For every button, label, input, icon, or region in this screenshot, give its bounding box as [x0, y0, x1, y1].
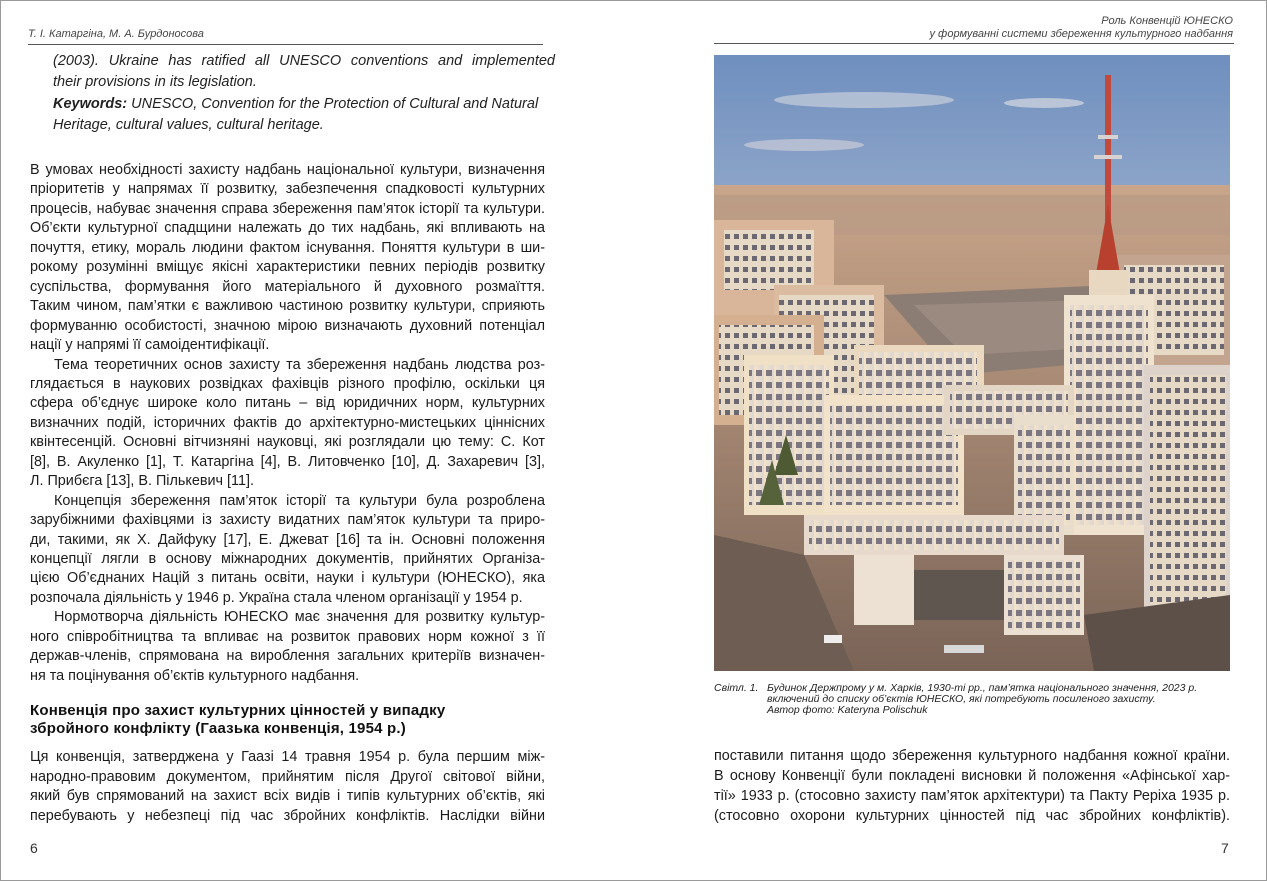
caption-line-2: включений до списку об’єктів ЮНЕСКО, які потребують посиленого захисту. — [767, 693, 1156, 705]
body-line: формуванню особистості, значною мірою визначають духовний потенціал — [30, 317, 545, 334]
abstract-line-2: their provisions in its legislation. — [53, 74, 257, 90]
keywords-label: Keywords: — [53, 96, 128, 112]
body-line: цією Об’єднаних Націй з питань освіти, науки і культури (ЮНЕСКО), яка — [30, 570, 545, 587]
left-header-rule — [28, 44, 543, 45]
section-line: який був спрямований на захист всіх видів і типів культурних об’єктів, які — [30, 788, 545, 804]
right-header-rule — [714, 43, 1234, 44]
section-line: народно-правовим документом, прийнятим після Другої світової війни, — [30, 768, 545, 785]
body-line: Об’єкти культурної спадщини належать до тих надбань, які впливають на — [30, 220, 545, 237]
body-line: сфера об’єднує широке коло питань – від юридичних норм, культурних — [30, 395, 545, 412]
body-line: розпочала діяльність у 1946 р. Україна стала членом організації у 1954 р. — [30, 589, 523, 606]
body-line: Нормотворча діяльність ЮНЕСКО має значення для розвитку культур- — [54, 609, 545, 626]
section-heading-line-1: Конвенція про захист культурних цінностей у випадку — [30, 702, 446, 719]
section-line: перебувають у небезпеці під час збройних конфліктів. Наслідки війни — [30, 807, 545, 824]
right-header-line-2: у формуванні системи збереження культурного надбання — [929, 28, 1233, 40]
body-line: ного співробітництва та впливає на розвиток правових норм кожної з її — [30, 628, 545, 645]
keywords — [53, 94, 555, 136]
right-body-line: В основу Конвенції були покладені висновки й положення «Афінської хар- — [714, 768, 1230, 785]
keywords-line-1: UNESCO, Convention for the Protection of Cultural and Natural — [127, 96, 539, 112]
caption-label: Світл. 1. — [714, 682, 759, 694]
section-heading-line-2: збройного конфлікту (Гаазька конвенція, 1954 р.) — [30, 720, 406, 737]
derzhprom-photo — [714, 55, 1230, 671]
section-line: Ця конвенція, затверджена у Гаазі 14 травня 1954 р. була першим між- — [30, 749, 545, 765]
right-body-line: (стосовно охорони культурних цінностей під час збройних конфліктів). — [714, 808, 1230, 825]
body-line: квінтесенцій. Основні вітчизняні науковці, які розглядали цю тему: С. Кот — [30, 434, 545, 451]
body-line: глядається в наукових розвідках фахівців різного профілю, оскільки ця — [30, 375, 545, 392]
body-line: Л. Прибєга [13], В. Пількевич [11]. — [30, 473, 254, 490]
body-line: зарубіжними фахівцями із захисту видатних пам’яток культури та приро- — [30, 512, 545, 529]
body-line: процесів, набуває значення справа збереження пам’яток історії та культури. — [30, 200, 545, 217]
body-line: суспільства, формування його матеріального й духовного розмаїття. — [30, 278, 545, 295]
body-line: рокому розумінні вміщує якісні характеристики певних періодів розвитку — [30, 259, 545, 276]
page-number-right: 7 — [1221, 840, 1229, 856]
page-number-left: 6 — [30, 840, 38, 856]
right-body-line: поставили питання щодо збереження культурного надбання кожної країни. — [714, 748, 1230, 764]
body-line: пріоритетів у напрямах її розвитку, забезпечення спадковості культурних — [30, 181, 545, 198]
left-running-header: Т. І. Катаргіна, М. А. Бурдоносова — [28, 28, 204, 40]
right-body-line: тії» 1933 р. (стосовно захисту пам’яток архітектури) та Пакту Реріха 1935 р. — [714, 788, 1230, 805]
body-line: почуття, етику, мораль людини фактом існування. Поняття культури в ши- — [30, 239, 545, 256]
right-header-line-1: Роль Конвенцій ЮНЕСКО — [1101, 15, 1233, 27]
keywords-line-2: Heritage, cultural values, cultural heritage. — [53, 117, 324, 133]
body-line: держав-членів, спрямована на вироблення загальних критеріїв визначен- — [30, 648, 545, 665]
body-line: Таким чином, пам’ятки є важливою частиною розвитку культури, сприяють — [30, 298, 545, 315]
body-line: Концепція збереження пам’яток історії та культури була розроблена — [54, 492, 545, 509]
body-line: концепції лягли в основу міжнародних документів, прийнятих Організа- — [30, 551, 545, 567]
caption-line-3: Автор фото: Kateryna Polischuk — [767, 704, 928, 716]
body-line: нації у напрямі її самоідентифікації. — [30, 337, 270, 354]
caption-line-1: Будинок Держпрому у м. Харків, 1930-ті рр., пам’ятка національного значення, 2023 р. — [767, 682, 1198, 694]
body-line: [8], В. Акуленко [1], Т. Катаргіна [4], В. Литовченко [10], Д. Захаревич [3], — [30, 453, 545, 470]
abstract-end — [53, 51, 555, 93]
body-line: ня та поцінування об’єктів культурного надбання. — [30, 667, 360, 684]
right-running-header — [753, 15, 1233, 41]
abstract-line-1: (2003). Ukraine has ratified all UNESCO conventions and implemented — [53, 53, 555, 69]
body-line: В умовах необхідності захисту надбань національної культури, визначення — [30, 162, 545, 178]
body-line: ди, такими, як Х. Дайфуку [17], Е. Джеват [16] та ін. Основні положення — [30, 531, 545, 548]
body-line: Тема теоретичних основ захисту та збереження надбань людства роз- — [54, 356, 545, 373]
body-line: визначних подій, історичних фактів до архітектурно-мистецьких ціннісних — [30, 414, 545, 431]
